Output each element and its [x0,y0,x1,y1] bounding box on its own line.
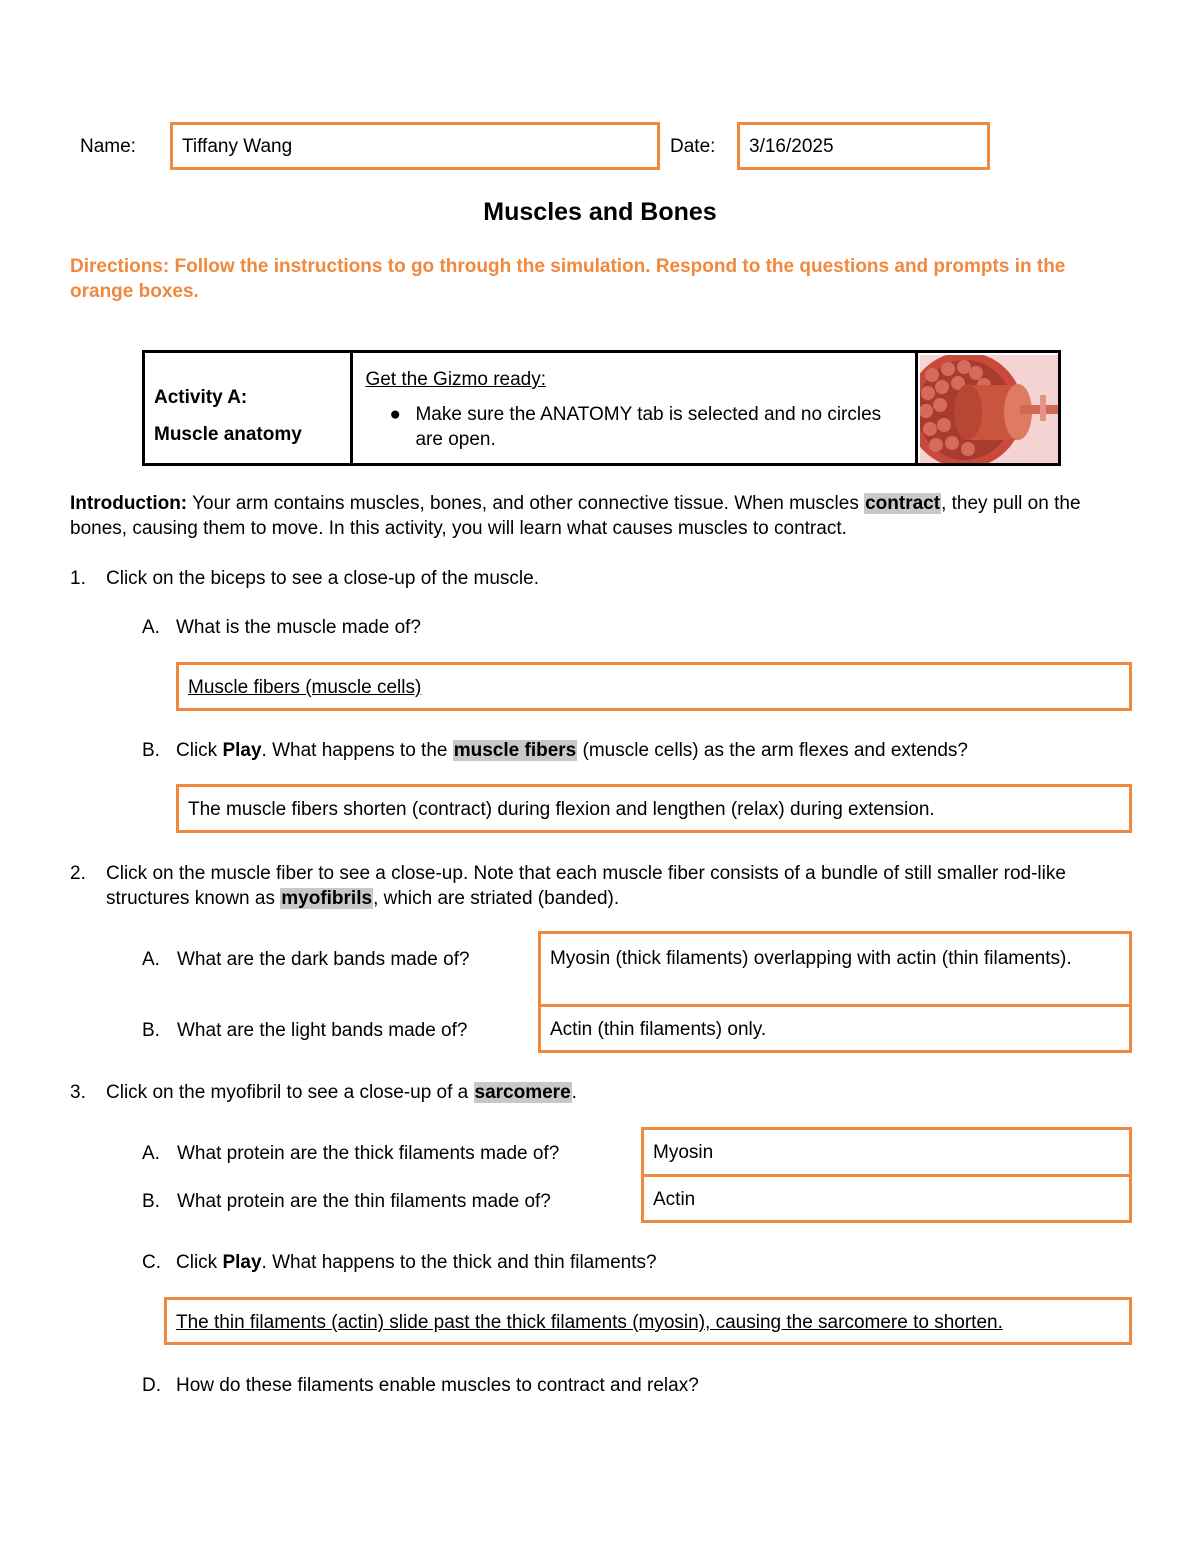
q1a-answer-box[interactable] [176,662,1132,711]
q1-text: Click on the biceps to see a close-up of the muscle. [106,568,540,589]
q3b-letter: B. [142,1191,160,1212]
q3c-answer-box[interactable] [164,1297,1132,1345]
q2b-letter: B. [142,1020,160,1041]
q3b-answer: Actin [653,1189,696,1210]
q3-number: 3. [70,1082,86,1103]
q1b-answer-box[interactable] [176,784,1132,833]
q3-text-after: . [571,1082,577,1103]
q3a-text: What protein are the thick filaments made of? [177,1143,560,1164]
q2b-answer-box[interactable] [538,1004,1132,1053]
activity-label: Activity A: [154,387,248,408]
q3b-answer-box[interactable] [641,1174,1132,1223]
q3c-pre: Click [176,1252,223,1273]
q2a-answer-box[interactable] [538,931,1132,1007]
q2-highlight: myofibrils [281,888,373,909]
q2a-answer: Myosin (thick filaments) overlapping with actin (thin filaments). [550,948,1072,969]
name-value: Tiffany Wang [182,136,293,157]
q2-text-before: Click on the muscle fiber to see a close-up. Note that each muscle fiber consists of a bundle of still smaller rod-like structures known as [106,863,1066,909]
q2-number: 2. [70,863,86,884]
date-label: Date: [670,136,716,157]
q1a-answer: Muscle fibers (muscle cells) [188,677,422,698]
name-label: Name: [80,136,136,157]
directions-text: Directions: Follow the instructions to go through the simulation. Respond to the questions and prompts in the orange boxes. [70,256,1066,302]
q1b-answer: The muscle fibers shorten (contract) during flexion and lengthen (relax) during extension. [188,799,935,820]
q3-highlight: sarcomere [474,1082,571,1103]
q2-text-after: , which are striated (banded). [373,888,620,909]
q1b-pre: Click [176,740,223,761]
date-field[interactable] [737,122,990,170]
q2b-answer: Actin (thin filaments) only. [550,1019,767,1040]
q3c-post: . What happens to the thick and thin filaments? [261,1252,657,1273]
q3c-question [176,1250,657,1275]
activity-subtitle: Muscle anatomy [154,424,302,445]
q3b-text: What protein are the thin filaments made of? [177,1191,551,1212]
q3-text-before: Click on the myofibril to see a close-up of a [106,1082,474,1103]
q3c-letter: C. [142,1252,161,1273]
q1b-question [176,738,968,763]
q2b-text: What are the light bands made of? [177,1020,468,1041]
activity-table [142,350,1061,466]
q3d-text: How do these filaments enable muscles to contract and relax? [176,1375,699,1396]
q1-number: 1. [70,568,86,589]
name-field[interactable] [170,122,660,170]
gizmo-ready-bullet: Make sure the ANATOMY tab is selected and no circles are open. [415,404,882,450]
q1b-highlight: muscle fibers [453,740,577,761]
q3a-answer: Myosin [653,1142,714,1163]
activity-instructions-cell [352,352,916,465]
q3c-answer: The thin filaments (actin) slide past the thick filaments (myosin), causing the sarcomere to shorten. [176,1312,1003,1333]
q3a-answer-box[interactable] [641,1127,1132,1177]
q3c-play: Play [222,1252,262,1273]
q1a-letter: A. [142,617,160,638]
date-value: 3/16/2025 [749,136,834,157]
q1b-letter: B. [142,740,160,761]
q3a-letter: A. [142,1143,160,1164]
q1a-text: What is the muscle made of? [176,617,421,638]
q3d-letter: D. [142,1375,161,1396]
q1b-mid: . What happens to the [261,740,453,761]
q1b-post: (muscle cells) as the arm flexes and extends? [577,740,968,761]
intro-text: Your arm contains muscles, bones, and other connective tissue. When muscles [187,493,865,514]
intro-label: Introduction: [70,493,188,514]
page-title: Muscles and Bones [483,198,717,226]
q2-text [106,861,1136,911]
activity-image-cell [916,352,1059,465]
q2a-text: What are the dark bands made of? [177,949,470,970]
activity-label-cell [144,352,352,465]
q2a-letter: A. [142,949,160,970]
intro-text-after: , they pull on the bones, causing them to move. In this activity, you will learn what causes muscles to contract. [70,493,1081,539]
bullet-icon: ● [389,404,401,425]
q1b-play: Play [222,740,262,761]
intro-highlight: contract [865,493,941,514]
q3-text [106,1080,577,1105]
gizmo-ready-heading: Get the Gizmo ready: [365,369,547,390]
introduction-paragraph [70,491,1140,541]
muscle-fiber-illustration [920,355,1058,463]
